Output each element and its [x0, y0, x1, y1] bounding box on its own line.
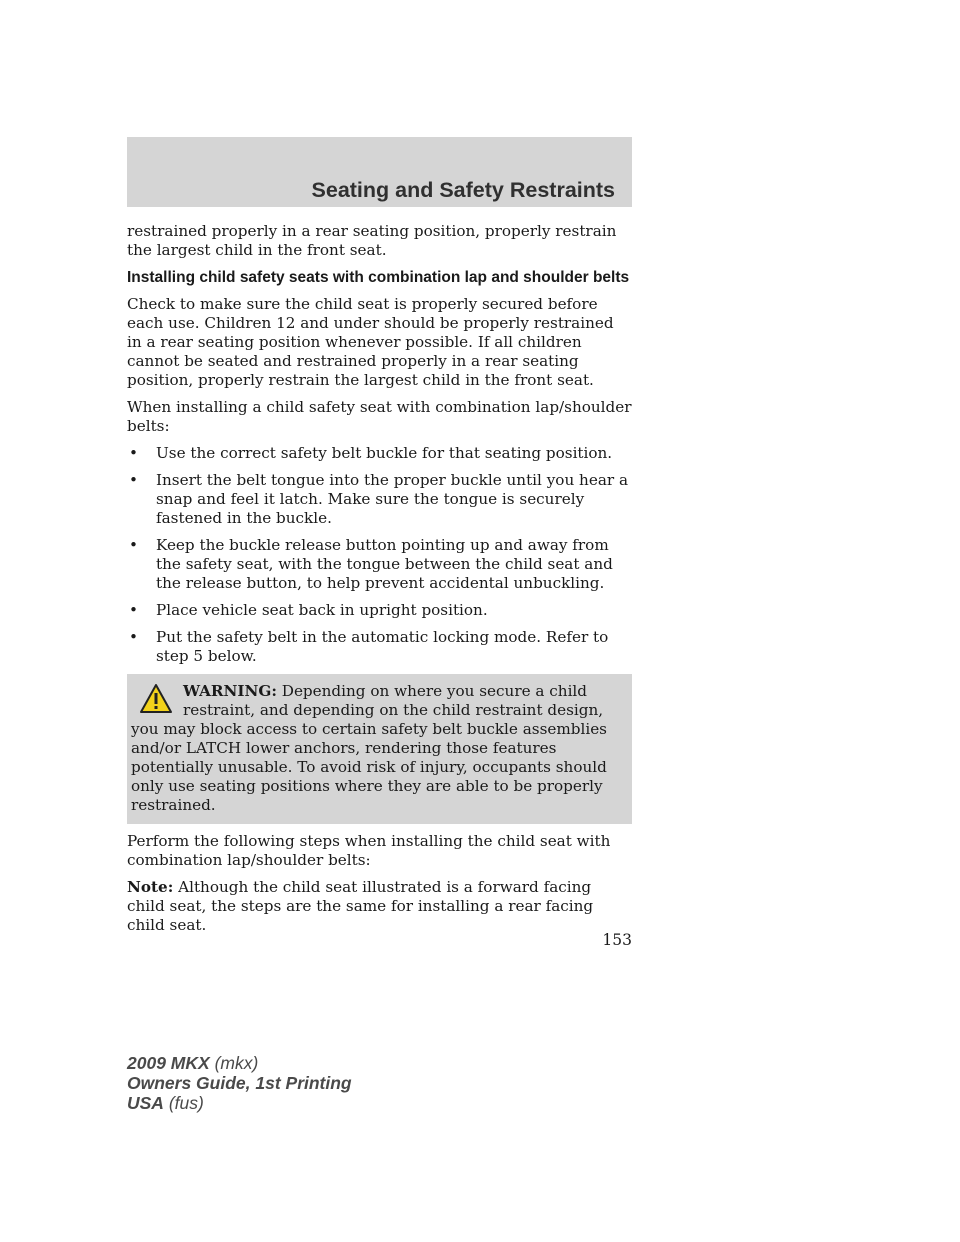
bullet-icon: •	[129, 601, 138, 619]
warning-triangle-icon	[139, 683, 173, 715]
installation-bullet-list	[127, 444, 632, 666]
warning-box	[127, 674, 632, 824]
note-label: Note:	[127, 878, 174, 896]
page-content	[127, 222, 632, 943]
footer-print-info	[127, 1053, 352, 1113]
list-item	[127, 471, 632, 528]
note-text: Although the child seat illustrated is a forward facing child seat, the steps are the same for installing a rear facing child seat.	[127, 878, 594, 934]
section-header-band	[127, 137, 632, 207]
paragraph-perform-steps: Perform the following steps when installing the child seat with combination lap/shoulder belts:	[127, 832, 611, 869]
list-item-text: Insert the belt tongue into the proper buckle until you hear a snap and feel it latch. Make sure the tongue is securely fastened in the buckle.	[156, 471, 629, 527]
warning-label: WARNING:	[183, 682, 277, 700]
page-number: 153	[602, 931, 632, 949]
subheading: Installing child safety seats with combination lap and shoulder belts	[127, 269, 630, 286]
bullet-icon: •	[129, 471, 138, 489]
list-item-text: Put the safety belt in the automatic locking mode. Refer to step 5 below.	[156, 628, 609, 665]
list-item	[127, 444, 632, 463]
footer-market: USA	[127, 1093, 164, 1113]
list-item	[127, 601, 632, 620]
footer-market-code: (fus)	[168, 1093, 204, 1113]
list-item	[127, 536, 632, 593]
list-item-text: Keep the buckle release button pointing up and away from the safety seat, with the tongue between the child seat and the release button, to help prevent accidental unbuckling.	[156, 536, 613, 592]
note-paragraph	[127, 878, 632, 935]
list-item-text: Place vehicle seat back in upright position.	[156, 601, 488, 619]
bullet-icon: •	[129, 628, 138, 646]
footer-guide-printing: Owners Guide, 1st Printing	[127, 1073, 352, 1093]
section-title: Seating and Safety Restraints	[311, 178, 615, 202]
bullet-icon: •	[129, 444, 138, 462]
footer-line-model	[127, 1053, 352, 1073]
footer-line-market	[127, 1093, 352, 1113]
list-item-text: Use the correct safety belt buckle for that seating position.	[156, 444, 613, 462]
bullet-icon: •	[129, 536, 138, 554]
paragraph-when-installing: When installing a child safety seat with combination lap/shoulder belts:	[127, 398, 632, 435]
paragraph-check-seat: Check to make sure the child seat is properly secured before each use. Children 12 and under should be properly restrained in a rear seating position whenever possible. If all children cannot be seated and restrained properly in a rear seating position, properly restrain the largest child in the front seat.	[127, 295, 614, 389]
list-item	[127, 628, 632, 666]
footer-model-code: (mkx)	[214, 1053, 259, 1073]
footer-model: 2009 MKX	[127, 1053, 210, 1073]
intro-paragraph: restrained properly in a rear seating position, properly restrain the largest child in the front seat.	[127, 222, 617, 259]
warning-text: Depending on where you secure a child restraint, and depending on the child restraint design, you may block access to certain safety belt buckle assemblies and/or LATCH lower anchors, rendering those features potentially unusable. To avoid risk of injury, occupants should only use seating positions where they are able to be properly restrained.	[131, 682, 607, 814]
